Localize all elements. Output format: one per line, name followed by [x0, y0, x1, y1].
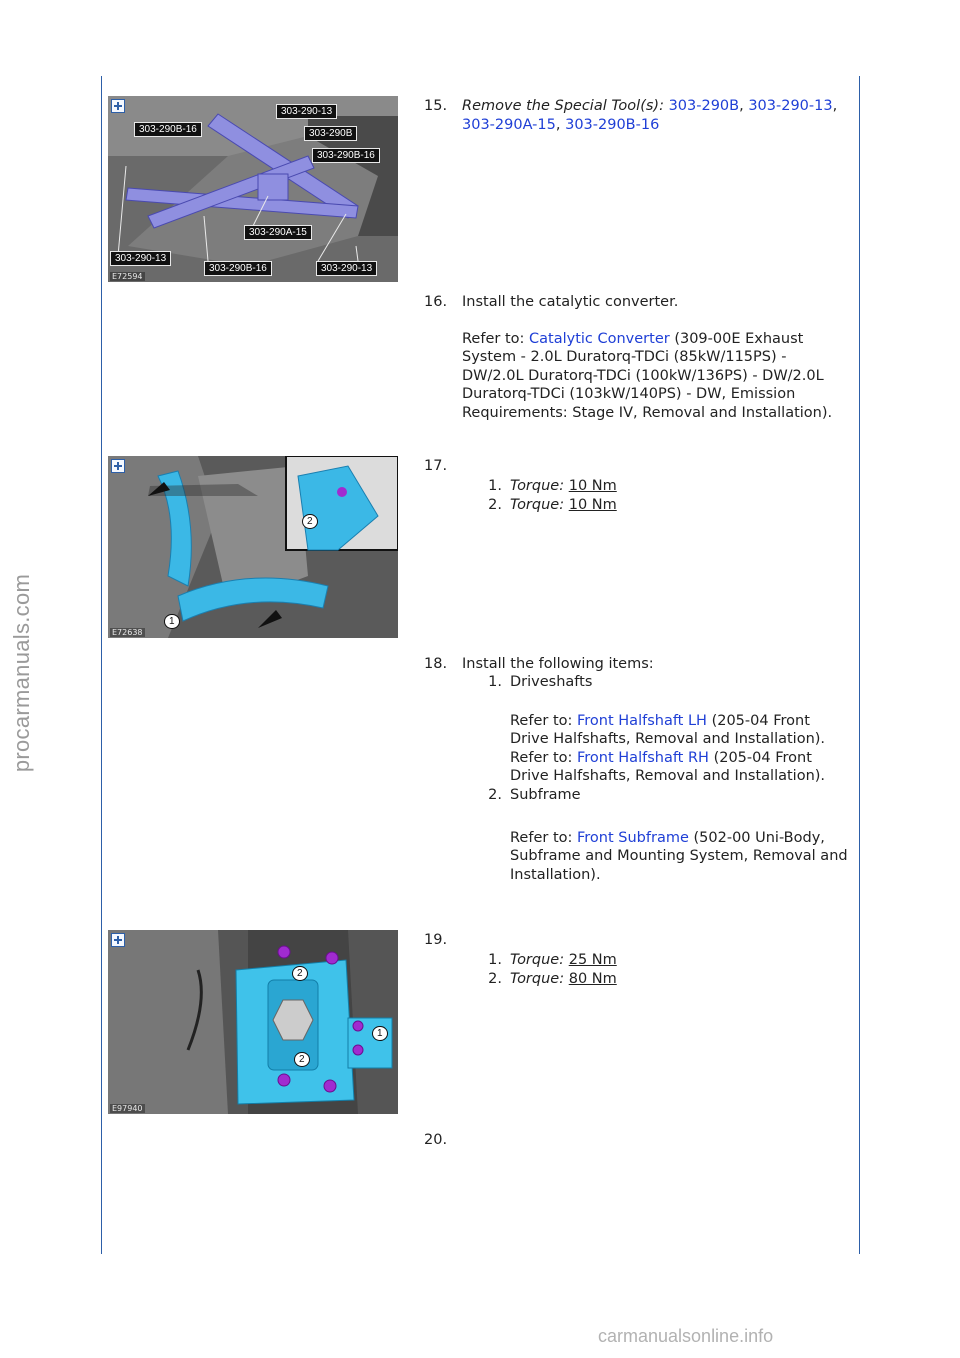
torque-value: 10 Nm [568, 478, 617, 494]
callout-label: 303-290-13 [110, 251, 171, 266]
refer-rest: (309-00E Exhaust System - 2.0L Duratorq-TDCi (85kW/115PS) - DW/2.0L Duratorq-TDCi (100kW/136PS) - DW/2.0L Duratorq-TDCi (103kW/140PS) - DW, Emission Requirements: Stage IV, Removal and Installation). [462, 330, 833, 421]
step-text: Install the catalytic converter. [462, 294, 679, 310]
callout-label: 303-290A-15 [244, 225, 312, 240]
left-border-line [101, 76, 102, 1254]
refer-block [462, 330, 847, 423]
zoom-in-icon[interactable] [111, 99, 125, 113]
step-number: 16. [424, 294, 448, 310]
callout-label: 303-290B-16 [312, 148, 380, 163]
step-text: Install the following items: [462, 656, 654, 672]
step-number: 18. [424, 656, 448, 672]
refer-block: Refer to: Front Subframe (502-00 Uni-Body, Subframe and Mounting System, Removal and Installation). [510, 829, 848, 883]
step-action-label: Remove the Special Tool(s): [462, 98, 664, 114]
tool-link[interactable]: 303-290B-16 [565, 116, 660, 133]
front-halfshaft-lh-link[interactable]: Front Halfshaft LH [577, 712, 707, 729]
torque-value: 10 Nm [568, 496, 617, 513]
callout-number: 1 [164, 614, 180, 629]
refer-block: Refer to: Front Halfshaft LH (205-04 Front Drive Halfshafts, Removal and Installation). Refer to: Front Halfshaft RH (205-04 Front Drive Halfshafts, Removal and Installation). [510, 712, 826, 785]
figure-mount-torque[interactable] [108, 930, 398, 1114]
zoom-in-icon[interactable] [111, 459, 125, 473]
catalytic-converter-link[interactable]: Catalytic Converter [529, 330, 670, 347]
torque-value: 25 Nm [568, 952, 617, 968]
tool-link[interactable]: 303-290B [668, 98, 740, 114]
callout-number: 2 [302, 514, 318, 529]
figure-special-tools[interactable] [108, 96, 398, 282]
figure-id: E72638 [112, 628, 143, 637]
list-item: 1. Driveshafts [488, 674, 593, 690]
callout-number: 2 [294, 1052, 310, 1067]
step-number: 20. [424, 1132, 448, 1148]
callout-label: 303-290B-16 [204, 261, 272, 276]
list-item: 1. Torque: 25 Nm [488, 952, 617, 968]
tool-link[interactable]: 303-290A-15 [462, 116, 556, 133]
torque-list [424, 951, 844, 988]
callout-label: 303-290-13 [316, 261, 377, 276]
figure-catalytic-torque[interactable] [108, 456, 398, 638]
front-subframe-link[interactable]: Front Subframe [577, 829, 689, 846]
step-number: 17. [424, 458, 448, 474]
front-halfshaft-rh-link[interactable]: Front Halfshaft RH [577, 749, 709, 766]
callout-label: 303-290B [304, 126, 357, 141]
torque-value: 80 Nm [568, 970, 617, 987]
callout-label: 303-290B-16 [134, 122, 202, 137]
side-watermark: procarmanuals.com [9, 573, 34, 773]
figure-id: E72594 [112, 272, 143, 281]
list-item: 1. Torque: 10 Nm [488, 478, 617, 494]
torque-list [424, 477, 844, 514]
tool-link[interactable]: 303-290-13 [748, 98, 833, 114]
list-item: 2. Torque: 80 Nm [488, 970, 617, 987]
step-number: 19. [424, 932, 448, 948]
list-item: 2. Subframe [488, 786, 581, 803]
catalytic-converter-illustration [108, 456, 398, 638]
mount-bracket-illustration [108, 930, 398, 1114]
figure-id: E97940 [112, 1104, 143, 1113]
callout-number: 1 [372, 1026, 388, 1041]
callout-number: 2 [292, 966, 308, 981]
list-item: 2. Torque: 10 Nm [488, 496, 617, 513]
callout-label: 303-290-13 [276, 104, 337, 119]
zoom-in-icon[interactable] [111, 933, 125, 947]
step-number: 15. [424, 98, 448, 114]
refer-label: Refer to: [462, 330, 525, 347]
bottom-watermark: carmanualsonline.info [598, 1326, 774, 1346]
